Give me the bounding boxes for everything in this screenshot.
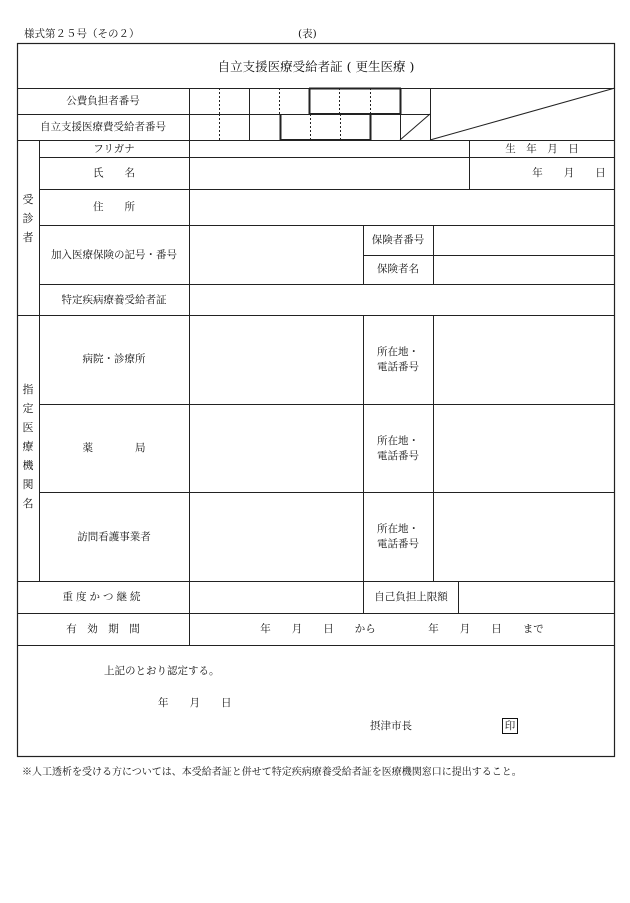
pharmacy-location-label: 所在地・ 電話番号 [377,435,419,462]
limit-label: 自己負担上限額 [374,591,448,603]
hospital-location-label: 所在地・ 電話番号 [377,346,419,373]
name-label: 氏 名 [93,167,135,179]
insurer-name-label: 保険者名 [377,263,419,275]
address-label: 住 所 [93,201,135,213]
specified-disease-label: 特定疾病療養受給者証 [61,294,167,306]
birth-date-value: 年 月 日 [532,167,606,179]
side-indicator: (表) [298,28,317,40]
recipient-section-label: 受診者 [22,193,34,244]
institution-section-label: 指定医療機関名 [22,383,34,510]
furigana-label: フリガナ [93,143,135,155]
nursing-location-label: 所在地・ 電話番号 [377,523,419,550]
validity-period: 年 月 日 から 年 月 日 まで [260,623,544,635]
certification-statement: 上記のとおり認定する。 [104,665,220,677]
continuation-label: 重度かつ継続 [62,591,144,603]
official-seal-icon: 印 [502,718,518,734]
pharmacy-label: 薬 局 [82,442,146,454]
insurance-label: 加入医療保険の記号・番号 [51,249,177,261]
document-title: 自立支援医療受給者証 ( 更生医療 ) [217,59,415,74]
certification-date: 年 月 日 [158,697,232,709]
validity-label: 有 効 期 間 [66,623,140,635]
insurer-number-label: 保険者番号 [371,234,425,246]
hospital-label: 病院・診療所 [82,353,146,365]
payer-number-label: 公費負担者番号 [66,95,140,107]
footnote: ※人工透析を受ける方については、本受給者証と併せて特定疾病療養受給者証を医療機関窓口に提出すること。 [22,767,522,778]
form-number: 様式第２５号（その２） [24,28,140,40]
recipient-number-label: 自立支援医療費受給者番号 [40,121,166,133]
birth-date-label: 生 年 月 日 [505,143,579,155]
nursing-label: 訪問看護事業者 [77,531,151,543]
issuer-name: 摂津市長 [370,720,412,732]
